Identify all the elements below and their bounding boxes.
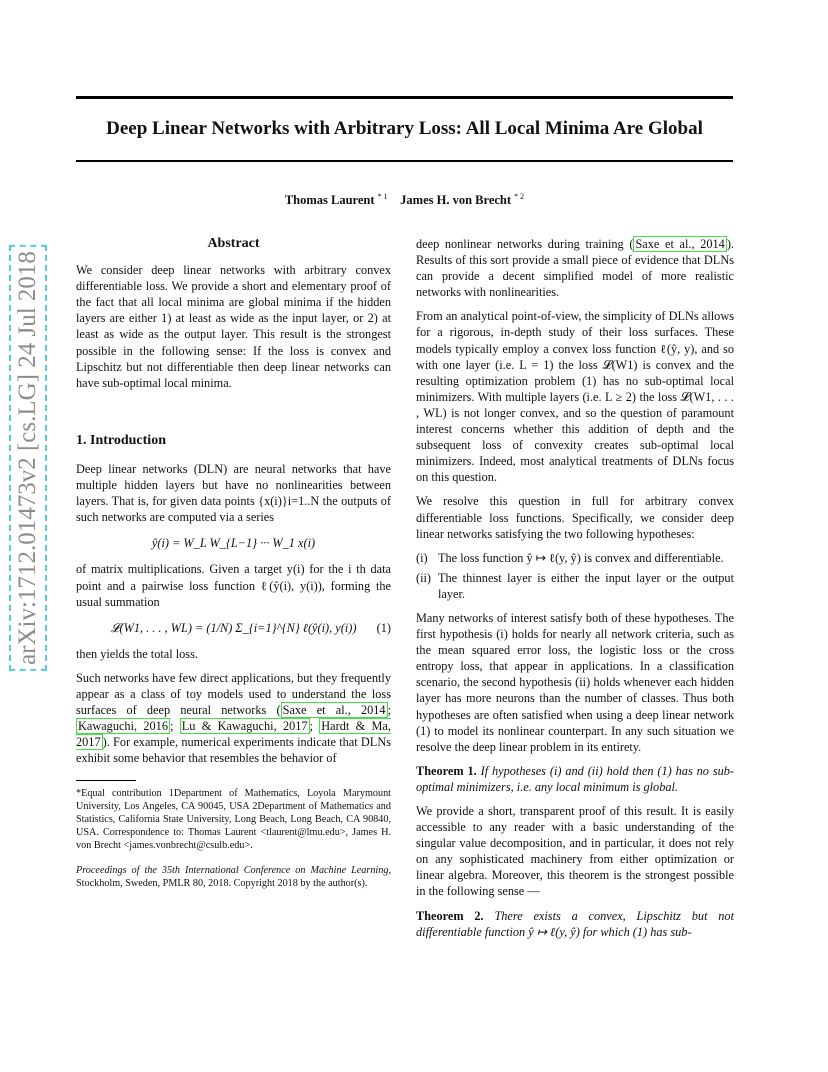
theorem-label: Theorem 1. xyxy=(416,763,477,778)
hypothesis-label: (i) xyxy=(416,550,428,565)
hypothesis-text: The thinnest layer is either the input layer or the output layer. xyxy=(438,570,734,601)
paragraph-text: ). Results of this sort provide a small piece of evidence that DLNs can provide a decent simplified model of more realistic networks with nonlinearities. xyxy=(416,237,734,300)
citation-link[interactable]: Hardt & Ma, 2017 xyxy=(76,719,391,750)
affiliation-footnote: *Equal contribution 1Department of Mathematics, Loyola Marymount University, Los Angeles, CA 90045, USA 2Department of Mathematics and Statistics, California State University, Long Beach, Long Beach, CA 90840, USA. Correspondence to: Thomas Laurent <tlaurent@lmu.edu>, James H. von Brecht <james.vonbrecht@csulb.edu>. xyxy=(76,788,391,852)
introduction-heading: 1. Introduction xyxy=(76,432,166,448)
hypothesis-item xyxy=(416,550,734,566)
body-paragraph: We resolve this question in full for arbitrary convex differentiable loss functions. Specifically, we consider deep linear networks satisfying the two following hypotheses: xyxy=(416,494,734,541)
author-name: Thomas Laurent xyxy=(284,193,375,208)
paragraph-text: Such networks have few direct applications, but they frequently appear as a class of toy models used to understand the loss surfaces of deep neural networks ( xyxy=(76,670,391,718)
right-column xyxy=(416,236,734,948)
author-list xyxy=(76,192,733,208)
arxiv-identifier-stamp[interactable]: arXiv:1712.01473v2 [cs.LG] 24 Jul 2018 xyxy=(9,245,47,671)
equation-product: ŷ(i) = W_L W_{L−1} ··· W_1 x(i) xyxy=(151,536,316,551)
paragraph-text: deep nonlinear networks during training ( xyxy=(416,237,634,251)
author-marks: * 1 xyxy=(377,192,388,201)
citation-link[interactable]: Saxe et al., 2014 xyxy=(282,703,386,718)
intro-paragraph: then yields the total loss. xyxy=(76,646,198,661)
body-paragraph: We provide a short, transparent proof of this result. It is easily accessible to any reader with a basic understanding of the singular value decomposition, and in particular, it does not rely on any sophisticated machinery from either optimization or linear algebra. Moreover, this theorem is the strongest possible in the following sense — xyxy=(416,804,734,899)
equation-number: (1) xyxy=(376,620,391,635)
proceedings-venue: Proceedings of the 35th International Conference on Machine Learning xyxy=(76,865,389,877)
author-name: James H. von Brecht xyxy=(400,193,512,208)
paper-title: Deep Linear Networks with Arbitrary Loss: All Local Minima Are Global xyxy=(106,118,703,139)
body-paragraph xyxy=(416,236,734,300)
paragraph-text: ). For example, numerical experiments indicate that DLNs exhibit some behavior that resembles the behavior of xyxy=(76,735,391,766)
equation-loss-body: 𝓛(W1, . . . , WL) = (1/N) Σ_{i=1}^{N} ℓ(ŷ(i), y(i)) xyxy=(110,620,357,635)
theorem-label: Theorem 2. xyxy=(416,908,484,923)
intro-paragraph: Deep linear networks (DLN) are neural networks that have multiple hidden layers but have no nonlinearities between layers. That is, for given data points {x(i)}i=1..N the outputs of such networks are computed via a series xyxy=(76,461,391,525)
theorem-2 xyxy=(416,908,734,940)
abstract-heading: Abstract xyxy=(207,236,260,251)
title-top-rule xyxy=(76,96,733,99)
abstract-body: We consider deep linear networks with arbitrary convex differentiable loss. We provide a short and elementary proof of the fact that all local minima are global minima if the hidden layers are either 1) at least as wide as the input layer, or 2) at least as wide as the output layer. This result is the strongest possible in the following sense: If the loss is convex and Lipschitz but not differentiable then deep linear networks can have sub-optimal local minima. xyxy=(76,263,391,390)
intro-paragraph: of matrix multiplications. Given a target y(i) for the i th data point and a pairwise loss function ℓ(ŷ(i), y(i)), forming the usual summation xyxy=(76,562,391,609)
citation-link[interactable]: Lu & Kawaguchi, 2017 xyxy=(181,719,308,734)
theorem-1 xyxy=(416,763,734,795)
hypothesis-list xyxy=(416,550,734,602)
body-paragraph: Many networks of interest satisfy both of these hypotheses. The first hypothesis (i) holds for nearly all network criteria, such as the mean squared error loss, the logistic loss or the cross entropy loss, that appear in applications. In a classification scenario, the second hypothesis (ii) holds whenever each hidden layer has more neurons than the number of classes. Thus both hypotheses are often satisfied when using a deep linear network (1) to model its nonlinear counterpart. In any such situation we resolve the deep linear problem in its entirety. xyxy=(416,610,734,754)
hypothesis-label: (ii) xyxy=(416,570,432,585)
theorem-statement: If hypotheses (i) and (ii) hold then (1) has no sub-optimal minimizers, i.e. any local minimum is global. xyxy=(416,763,734,794)
body-paragraph: From an analytical point-of-view, the simplicity of DLNs allows for a rigorous, in-depth study of their loss surfaces. These models typically employ a convex loss function ℓ(ŷ, y), and so with one layer (i.e. L = 1) the loss 𝓛(W1) is convex and the resulting optimization problem (1) has no sub-optimal local minimizers. With multiple layers (i.e. L ≥ 2) the loss 𝓛(W1, . . . , WL) is not longer convex, and so the question of paramount interest concerns whether this addition of depth and the subsequent loss of convexity creates sub-optimal local minimizers. Indeed, most analytical treatments of DLNs focus on this question. xyxy=(416,309,734,485)
hypothesis-text: The loss function ŷ ↦ ℓ(y, ŷ) is convex and differentiable. xyxy=(438,550,724,565)
intro-paragraph: Such networks have few direct applications, but they frequently appear as a class of toy models used to understand the loss surfaces of deep neural networks ( Saxe et al., 2014 ; Kawaguchi, 2016 ; Lu & Kawaguchi, 2017 ; Hardt & Ma, 2017 ). For example, numerical experiments indicate that DLNs exhibit some behavior that resembles the behavior of xyxy=(76,670,391,766)
proceedings-note xyxy=(76,864,391,890)
left-column xyxy=(76,236,391,890)
citation-link[interactable]: Saxe et al., 2014 xyxy=(635,237,725,251)
proceedings-rest: , Stockholm, Sweden, PMLR 80, 2018. Copyright 2018 by the author(s). xyxy=(76,865,391,890)
citation-link[interactable]: Kawaguchi, 2016 xyxy=(78,719,168,734)
author-marks: * 2 xyxy=(514,192,525,201)
title-bottom-rule xyxy=(76,160,733,162)
equation-loss xyxy=(76,620,391,636)
hypothesis-item xyxy=(416,570,734,602)
footnote-separator xyxy=(76,780,136,781)
theorem-statement: There exists a convex, Lipschitz but not differentiable function ŷ ↦ ℓ(y, ŷ) for which (1) has sub- xyxy=(416,908,734,939)
